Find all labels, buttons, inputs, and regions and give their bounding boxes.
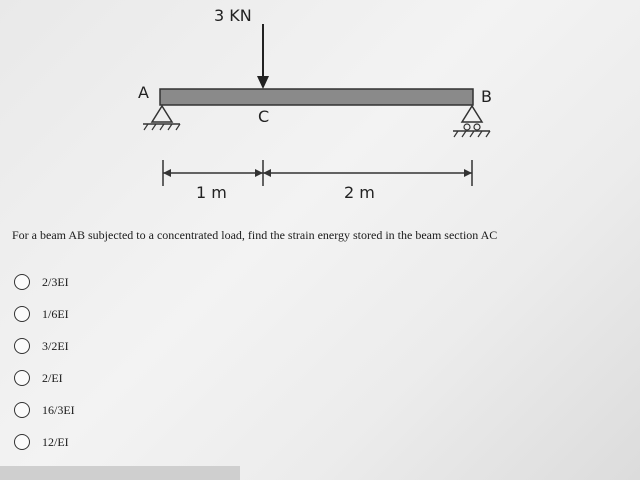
radio-button[interactable] bbox=[14, 370, 30, 386]
support-b bbox=[453, 106, 490, 137]
option-label: 16/3EI bbox=[42, 402, 75, 417]
option-6[interactable] bbox=[14, 426, 75, 458]
radio-button[interactable] bbox=[14, 434, 30, 450]
option-label: 3/2EI bbox=[42, 338, 69, 353]
option-label: 12/EI bbox=[42, 434, 69, 449]
option-label: 1/6EI bbox=[42, 306, 69, 321]
option-4[interactable] bbox=[14, 362, 75, 394]
question-text: For a beam AB subjected to a concentrated load, find the strain energy stored in the beam section AC bbox=[12, 228, 498, 242]
radio-button[interactable] bbox=[14, 338, 30, 354]
bottom-toolbar-edge bbox=[0, 466, 240, 480]
radio-button[interactable] bbox=[14, 274, 30, 290]
option-2[interactable] bbox=[14, 298, 75, 330]
radio-button[interactable] bbox=[14, 402, 30, 418]
support-b-label: B bbox=[481, 87, 492, 106]
beam-diagram bbox=[0, 0, 640, 220]
option-5[interactable] bbox=[14, 394, 75, 426]
beam-diagram-graphic bbox=[0, 0, 640, 220]
point-c-label: C bbox=[258, 107, 270, 126]
pin-support-a bbox=[143, 106, 180, 130]
option-label: 2/3EI bbox=[42, 274, 69, 289]
dimension-ac-label: 1 m bbox=[196, 183, 227, 202]
dimension-cb-label: 2 m bbox=[344, 183, 375, 202]
option-label: 2/EI bbox=[42, 370, 63, 385]
beam bbox=[160, 89, 473, 105]
support-a-label: A bbox=[138, 83, 149, 102]
option-3[interactable] bbox=[14, 330, 75, 362]
option-1[interactable] bbox=[14, 266, 75, 298]
radio-button[interactable] bbox=[14, 306, 30, 322]
load-label: 3 KN bbox=[214, 6, 252, 25]
answer-options bbox=[14, 266, 75, 458]
load-arrow-head bbox=[257, 76, 269, 89]
